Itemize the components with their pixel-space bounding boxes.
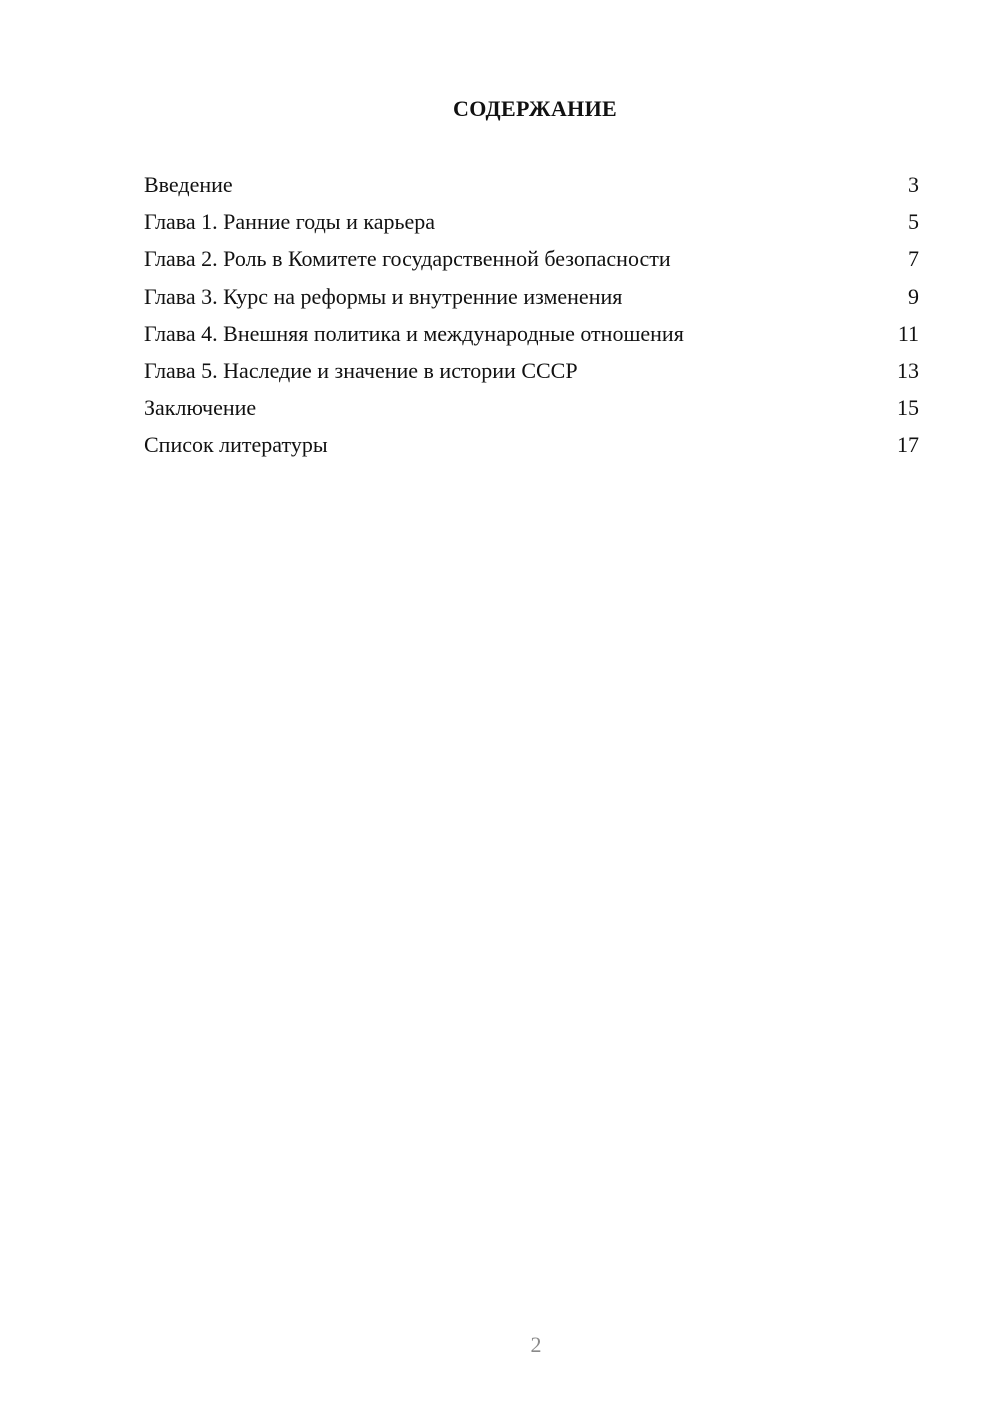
toc-entry-chapter-4[interactable] — [144, 315, 919, 352]
toc-entry-page-number: 11 — [897, 320, 919, 346]
toc-entry-page-number: 15 — [897, 395, 919, 421]
toc-entry-chapter-2[interactable] — [144, 240, 919, 277]
toc-entry-label: Заключение — [144, 395, 257, 421]
toc-entry-page-number: 3 — [908, 172, 919, 197]
toc-entry-page-number: 13 — [897, 357, 919, 383]
toc-entry-label: Список литературы — [144, 432, 328, 458]
toc-entry-introduction[interactable] — [144, 166, 919, 203]
toc-entry-page-number: 7 — [908, 246, 919, 272]
toc-entry-page-number: 17 — [897, 432, 919, 458]
toc-entry-conclusion[interactable] — [144, 389, 919, 426]
toc-entry-page-number: 5 — [908, 209, 919, 235]
page-number: 2 — [530, 1332, 542, 1357]
toc-entry-label: Глава 5. Наследие и значение в истории СССР — [144, 357, 578, 383]
toc-entry-page-number: 9 — [908, 283, 919, 309]
toc-entry-chapter-1[interactable] — [144, 203, 919, 240]
table-of-contents — [144, 166, 919, 464]
toc-entry-bibliography[interactable] — [144, 426, 919, 463]
toc-entry-label: Глава 3. Курс на реформы и внутренние изменения — [144, 283, 623, 309]
toc-entry-chapter-5[interactable] — [144, 352, 919, 389]
toc-entry-chapter-3[interactable] — [144, 278, 919, 315]
toc-entry-label: Введение — [144, 172, 233, 197]
toc-entry-label: Глава 1. Ранние годы и карьера — [144, 209, 436, 235]
toc-entry-label: Глава 2. Роль в Комитете государственной безопасности — [144, 246, 671, 272]
toc-entry-label: Глава 4. Внешняя политика и международные отношения — [144, 320, 684, 346]
toc-title: СОДЕРЖАНИЕ — [453, 96, 617, 121]
